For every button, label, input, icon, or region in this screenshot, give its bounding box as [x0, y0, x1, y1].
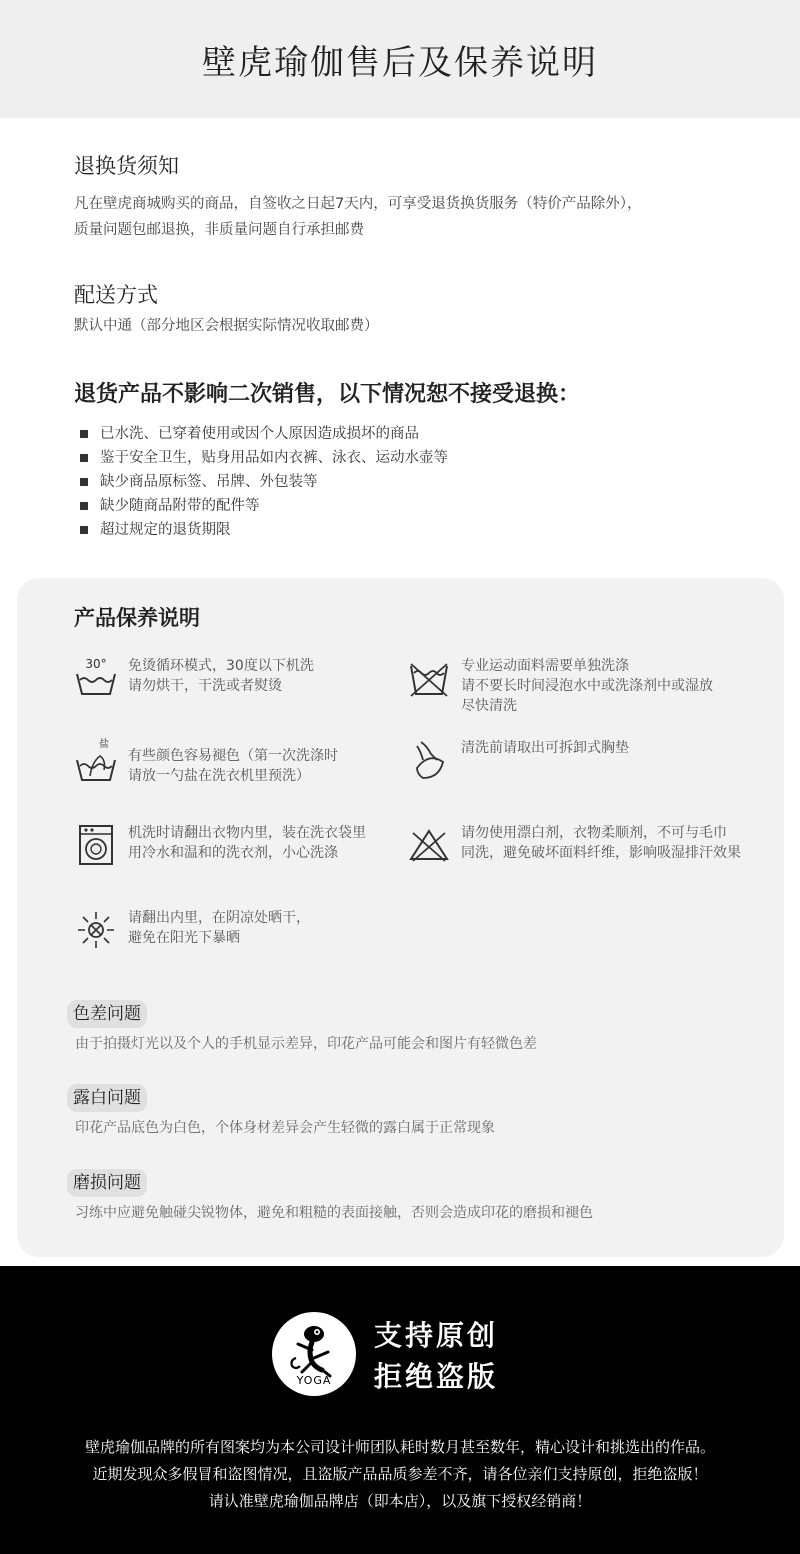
list-item: 超过规定的退货期限: [80, 518, 448, 542]
note-desc: 印花产品底色为白色，个体身材差异会产生轻微的露白属于正常现象: [75, 1120, 495, 1136]
footer: [0, 1266, 800, 1554]
no-sun-icon: [74, 908, 118, 952]
gecko-yoga-logo: [272, 1312, 356, 1396]
returns-line: 质量问题包邮退换，非质量问题自行承担邮费: [74, 222, 364, 238]
washing-machine-icon: [74, 823, 118, 867]
list-item: 缺少随商品附带的配件等: [80, 494, 448, 518]
care-item: [74, 823, 366, 867]
care-item: [407, 656, 713, 716]
shipping-text: 默认中通（部分地区会根据实际情况收取邮费）: [74, 318, 379, 334]
footer-line: 近期发现众多假冒和盗图情况，且盗版产品品质参差不齐，请各位亲们支持原创，拒绝盗版！: [92, 1465, 708, 1483]
no-bleach-icon: [407, 823, 451, 867]
bullet-square-icon: [80, 454, 88, 462]
wash-temp-label: 30°: [85, 657, 107, 671]
care-text: 清洗前请取出可拆卸式胸垫: [461, 740, 629, 756]
care-text: 专业运动面料需要单独洗涤 请不要长时间浸泡水中或洗涤剂中或湿放 尽快清洗: [461, 658, 713, 714]
care-text: 请勿使用漂白剂，衣物柔顺剂，不可与毛巾 同洗，避免破坏面料纤维，影响吸湿排汗效果: [461, 825, 741, 861]
remove-pad-icon: [407, 738, 451, 782]
footer-line: 壁虎瑜伽品牌的所有图案均为本公司设计师团队耗时数月甚至数年，精心设计和挑选出的作品。: [84, 1438, 715, 1456]
care-text: 请翻出内里，在阴凉处晒干， 避免在阳光下暴晒: [128, 910, 310, 946]
list-item: 鉴于安全卫生，贴身用品如内衣裤、泳衣、运动水壶等: [80, 446, 448, 470]
list-item: 缺少商品原标签、吊牌、外包装等: [80, 470, 448, 494]
list-item: 已水洗、已穿着使用或因个人原因造成损坏的商品: [80, 422, 448, 446]
care-item: [407, 823, 741, 867]
slogan-support-original: 支持原创: [374, 1319, 499, 1352]
slogan-refuse-piracy: 拒绝盗版: [374, 1360, 499, 1393]
footer-notice: [0, 1434, 800, 1515]
returns-text: [74, 191, 754, 243]
bullet-square-icon: [80, 478, 88, 486]
page-title: 壁虎瑜伽售后及保养说明: [202, 42, 598, 83]
bullet-square-icon: [80, 502, 88, 510]
footer-line: 请认准壁虎瑜伽品牌店（即本店），以及旗下授权经销商！: [208, 1492, 592, 1510]
care-text: 免烫循环模式，30度以下机洗 请勿烘干，干洗或者熨烫: [128, 658, 314, 694]
returns-line: 凡在壁虎商城购买的商品，自签收之日起7天内，可享受退货换货服务（特价产品除外），: [74, 196, 642, 212]
wash-30-icon: [74, 656, 118, 700]
page-header: [0, 0, 800, 118]
salt-wash-icon: [74, 738, 118, 782]
no-return-title: 退货产品不影响二次销售，以下情况恕不接受退换：: [74, 382, 581, 407]
bullet-square-icon: [80, 430, 88, 438]
salt-label: 盐: [99, 739, 109, 750]
note-desc: 习练中应避免触碰尖锐物体，避免和粗糙的表面接触，否则会造成印花的磨损和褪色: [75, 1205, 593, 1221]
no-soak-icon: [407, 656, 451, 700]
care-item: [407, 738, 629, 782]
care-title: 产品保养说明: [74, 606, 200, 630]
care-item: [74, 738, 338, 786]
care-text: 机洗时请翻出衣物内里，装在洗衣袋里 用冷水和温和的洗衣剂，小心洗涤: [128, 825, 366, 861]
care-text: 有些颜色容易褪色（第一次洗涤时 请放一勺盐在洗衣机里预洗）: [128, 748, 338, 784]
returns-title: 退换货须知: [74, 154, 179, 178]
no-return-list: [80, 422, 448, 542]
note-desc: 由于拍摄灯光以及个人的手机显示差异，印花产品可能会和图片有轻微色差: [75, 1036, 537, 1052]
bullet-square-icon: [80, 526, 88, 534]
care-item: [74, 656, 314, 700]
shipping-title: 配送方式: [74, 283, 158, 307]
logo-text: YOGA: [296, 1374, 332, 1387]
care-item: [74, 908, 310, 952]
note-tag: 露白问题: [67, 1084, 147, 1112]
note-tag: 色差问题: [67, 1000, 147, 1028]
care-card: [17, 578, 784, 1257]
note-tag: 磨损问题: [67, 1169, 147, 1197]
